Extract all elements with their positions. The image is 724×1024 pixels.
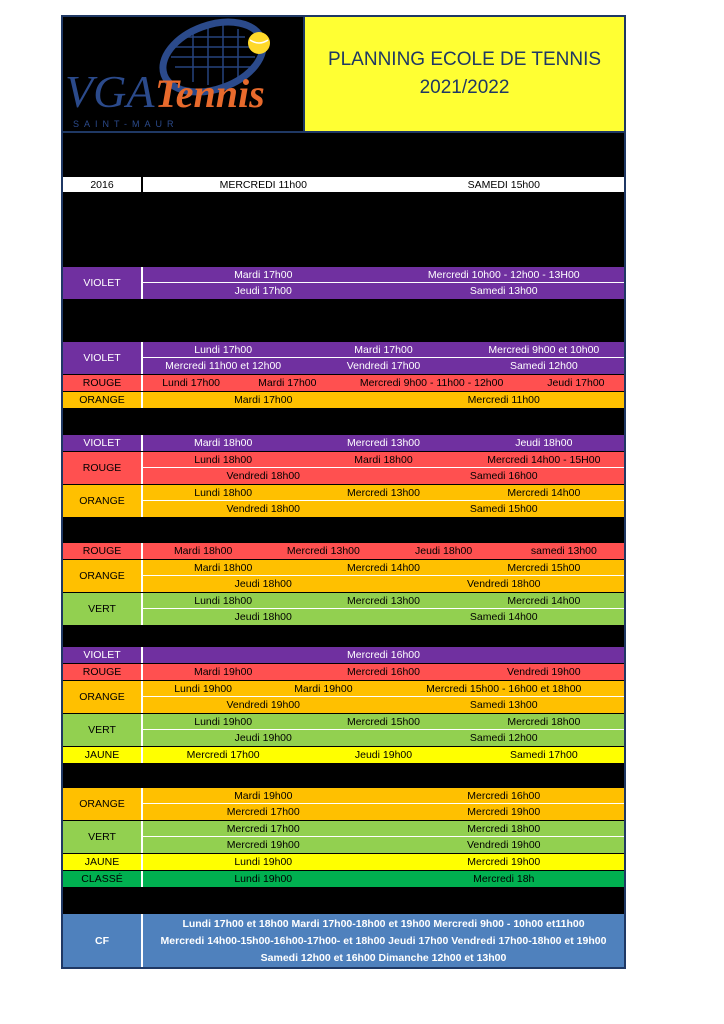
section-separator — [63, 133, 624, 177]
slot: MERCREDI 11h00 — [219, 178, 307, 191]
slot: Mercredi 11h00 et 12h00 — [165, 360, 282, 372]
slot: Lundi 17h00 — [162, 377, 220, 389]
header — [61, 15, 626, 133]
group4-orange — [63, 560, 624, 593]
level-label-jaune: JAUNE — [63, 854, 143, 870]
level-label-orange: ORANGE — [63, 485, 143, 517]
slot: Lundi 19h00 — [174, 682, 233, 695]
slot: Samedi 13h00 — [469, 285, 538, 297]
logo — [63, 17, 303, 131]
slot: Mercredi 13h00 — [347, 486, 420, 499]
group5-rouge — [63, 664, 624, 681]
slot: Mercredi 18h00 — [507, 715, 581, 728]
slot: Jeudi 17h00 — [547, 377, 605, 389]
slot: Vendredi 18h00 — [226, 470, 301, 482]
slot: Mardi 17h00 — [354, 343, 413, 356]
slot: Mercredi 16h00 — [347, 649, 420, 661]
slot: Mercredi 16h00 — [347, 666, 420, 678]
slot: Mercredi 13h00 — [347, 437, 420, 449]
slot: Samedi 13h00 — [469, 699, 538, 711]
level-label-orange: ORANGE — [63, 681, 143, 713]
slot: Lundi 19h00 — [234, 856, 293, 868]
slot: Vendredi 18h00 — [226, 503, 301, 515]
slot: Jeudi 18h00 — [234, 578, 292, 590]
level-label-jaune: JAUNE — [63, 747, 143, 763]
group2-rouge — [63, 375, 624, 392]
cf-line: Samedi 12h00 et 16h00 Dimanche 12h00 et 13h00 — [260, 951, 507, 964]
slot: Vendredi 19h00 — [466, 839, 541, 851]
level-label-vert: VERT — [63, 821, 143, 853]
group3-orange — [63, 485, 624, 518]
level-label-orange: ORANGE — [63, 392, 143, 408]
group6-classe — [63, 871, 624, 888]
slot: samedi 13h00 — [530, 545, 597, 557]
slot: Mercredi 16h00 — [467, 789, 541, 802]
cf-line: Mercredi 14h00-15h00-16h00-17h00- et 18h00 Jeudi 17h00 Vendredi 17h00-18h00 et 19h00 — [160, 934, 607, 947]
slot: Mercredi 15h00 - 16h00 et 18h00 — [426, 682, 582, 695]
slot: Samedi 12h00 — [469, 732, 538, 744]
group1-violet — [63, 267, 624, 300]
slot: Mercredi 13h00 — [286, 545, 360, 557]
level-label-violet: VIOLET — [63, 647, 143, 663]
row-2016 — [63, 177, 624, 193]
slot: Mercredi 13h00 — [347, 594, 420, 607]
cf-row — [63, 914, 624, 969]
group5-orange — [63, 681, 624, 714]
slot: Lundi 19h00 — [234, 873, 293, 885]
slot: Mercredi 17h00 — [226, 822, 300, 835]
schedule-page — [61, 15, 626, 969]
slot: Mercredi 18h — [473, 873, 535, 885]
logo-vga-text: VGA — [65, 66, 155, 117]
level-label-vert: VERT — [63, 714, 143, 746]
slot: Mercredi 14h00 - 15H00 — [487, 453, 601, 466]
slot: Mercredi 19h00 — [467, 806, 541, 818]
slot: Vendredi 17h00 — [346, 360, 421, 372]
level-label-orange: ORANGE — [63, 788, 143, 820]
section-separator — [63, 300, 624, 342]
section-separator — [63, 626, 624, 647]
slot: Jeudi 18h00 — [234, 611, 292, 623]
cf-line: Lundi 17h00 et 18h00 Mardi 17h00-18h00 et 19h00 Mercredi 9h00 - 10h00 et11h00 — [182, 917, 585, 930]
slot: Mercredi 11h00 — [467, 394, 540, 406]
slot: Mercredi 10h00 - 12h00 - 13H00 — [427, 268, 580, 281]
tennis-racket-logo-icon — [63, 17, 301, 131]
slot: Mercredi 9h00 et 10h00 — [488, 343, 600, 356]
group6-orange — [63, 788, 624, 821]
slot: Jeudi 17h00 — [234, 285, 292, 297]
group3-rouge — [63, 452, 624, 485]
slot: Mardi 19h00 — [294, 682, 353, 695]
slot: Mardi 17h00 — [234, 268, 293, 281]
slot: Vendredi 19h00 — [507, 666, 581, 678]
group2-violet — [63, 342, 624, 375]
section-separator — [63, 409, 624, 435]
slot: Jeudi 19h00 — [354, 749, 413, 761]
group5-vert — [63, 714, 624, 747]
level-label-rouge: ROUGE — [63, 543, 143, 559]
group5-violet — [63, 647, 624, 664]
level-label-violet: VIOLET — [63, 342, 143, 374]
logo-subtext: SAINT-MAUR — [73, 119, 179, 129]
slot: Jeudi 19h00 — [234, 732, 292, 744]
slot: Mercredi 19h00 — [467, 856, 541, 868]
slot: Mercredi 15h00 — [507, 561, 581, 574]
level-label-violet: VIOLET — [63, 267, 143, 299]
row-label: 2016 — [63, 177, 143, 192]
title-box — [303, 17, 624, 131]
slot: Mardi 18h00 — [193, 437, 253, 449]
section-separator — [63, 193, 624, 267]
group4-rouge — [63, 543, 624, 560]
level-label-orange: ORANGE — [63, 560, 143, 592]
slot: Samedi 14h00 — [469, 611, 538, 623]
level-label-classe: CLASSÉ — [63, 871, 143, 887]
slot: Mercredi 17h00 — [186, 749, 260, 761]
slot: Mercredi 15h00 — [347, 715, 420, 728]
group6-jaune — [63, 854, 624, 871]
level-label-rouge: ROUGE — [63, 452, 143, 484]
group5-jaune — [63, 747, 624, 764]
title-line2: 2021/2022 — [419, 77, 510, 98]
slot: Lundi 18h00 — [194, 594, 253, 607]
slot: Lundi 19h00 — [194, 715, 253, 728]
slot: Mardi 18h00 — [354, 453, 413, 466]
slot: Samedi 16h00 — [469, 470, 538, 482]
slot: Mercredi 17h00 — [226, 806, 300, 818]
group4-vert — [63, 593, 624, 626]
level-label-violet: VIOLET — [63, 435, 143, 451]
logo-tennis-text: Tennis — [155, 71, 265, 116]
slot: Mercredi 19h00 — [226, 839, 300, 851]
slot: Mercredi 14h00 — [507, 486, 581, 499]
slot: Mercredi 14h00 — [507, 594, 581, 607]
slot: Mardi 19h00 — [193, 666, 253, 678]
level-label-vert: VERT — [63, 593, 143, 625]
slot: Mercredi 14h00 — [347, 561, 420, 574]
schedule-table — [61, 133, 626, 969]
slot: Mardi 17h00 — [234, 394, 293, 406]
level-label-cf: CF — [63, 914, 143, 967]
slot: Jeudi 18h00 — [415, 545, 473, 557]
group3-violet — [63, 435, 624, 452]
slot: Mardi 18h00 — [193, 561, 253, 574]
slot: Lundi 18h00 — [194, 453, 253, 466]
slot: Vendredi 18h00 — [466, 578, 541, 590]
slot: Samedi 12h00 — [509, 360, 578, 372]
slot: Samedi 17h00 — [509, 749, 578, 761]
slot: Mercredi 9h00 - 11h00 - 12h00 — [359, 377, 504, 389]
slot: Vendredi 19h00 — [226, 699, 301, 711]
slot: Lundi 18h00 — [194, 486, 253, 499]
slot: Jeudi 18h00 — [515, 437, 573, 449]
slot: Mardi 17h00 — [258, 377, 317, 389]
slot: Samedi 15h00 — [469, 503, 538, 515]
section-separator — [63, 518, 624, 543]
slot: SAMEDI 15h00 — [467, 178, 540, 191]
slot: Mardi 19h00 — [234, 789, 293, 802]
level-label-rouge: ROUGE — [63, 664, 143, 680]
title-line1: PLANNING ECOLE DE TENNIS — [327, 49, 602, 70]
section-separator — [63, 888, 624, 914]
slot: Lundi 17h00 — [194, 343, 253, 356]
section-separator — [63, 764, 624, 788]
slot: Mercredi 18h00 — [467, 822, 541, 835]
group6-vert — [63, 821, 624, 854]
level-label-rouge: ROUGE — [63, 375, 143, 391]
slot: Mardi 18h00 — [173, 545, 233, 557]
group2-orange — [63, 392, 624, 409]
